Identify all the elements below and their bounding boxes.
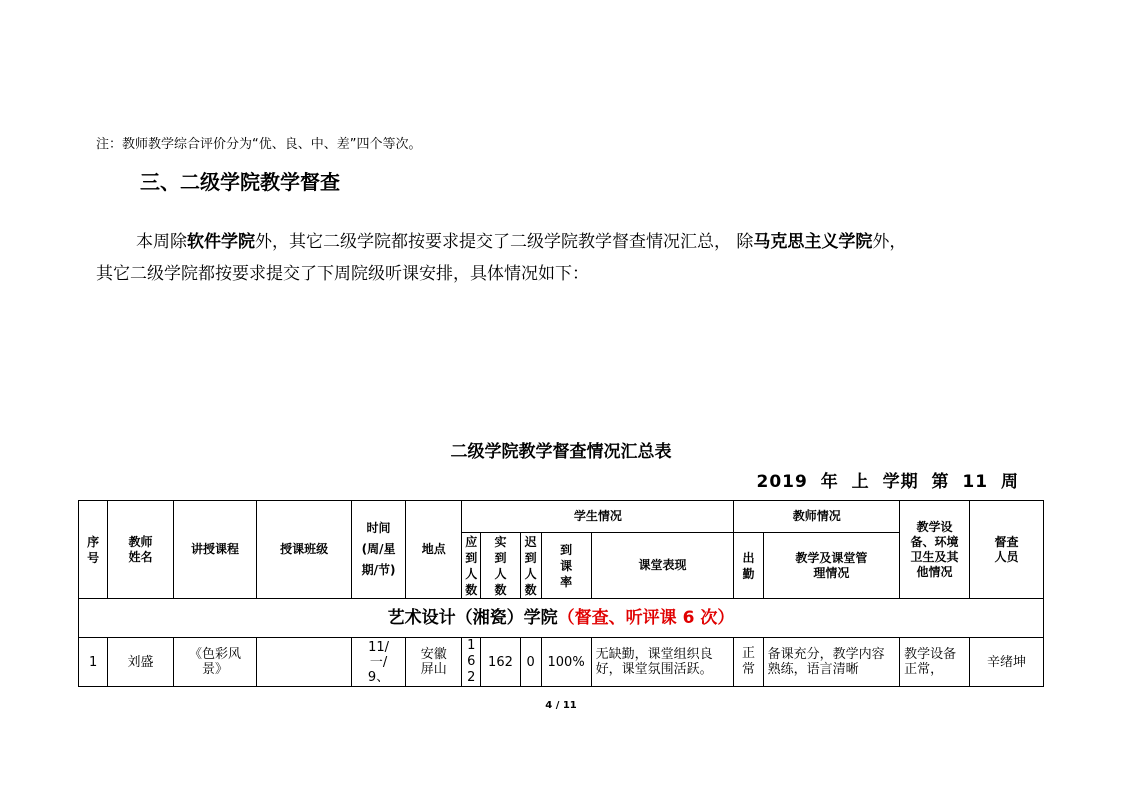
page-number: 4 / 11 xyxy=(545,700,577,711)
intro-paragraph-line2: 其它二级学院都按要求提交了下周院级听课安排，具体情况如下： xyxy=(96,264,589,284)
cell-location: 安徽屏山 xyxy=(406,638,462,687)
header-actual: 实到人数 xyxy=(481,533,521,599)
section-title: 三、二级学院教学督查 xyxy=(140,170,340,194)
cell-late: 0 xyxy=(520,638,541,687)
para-text: 外，其它二级学院都按要求提交了二级学院教学督查情况汇总， 除 xyxy=(255,232,754,252)
header-seq: 序号 xyxy=(79,501,108,599)
cell-performance: 无缺勤，课堂组织良好，课堂氛围活跃。 xyxy=(591,638,734,687)
header-time: 时间(周/星期/节) xyxy=(351,501,405,599)
cell-attendance: 正常 xyxy=(734,638,763,687)
college-row xyxy=(79,599,1044,638)
header-supervisor: 督查人员 xyxy=(969,501,1043,599)
header-expected: 应到人数 xyxy=(462,533,481,599)
header-late: 迟到人数 xyxy=(520,533,541,599)
para-text: 外， xyxy=(872,232,907,252)
cell-supervisor: 辛绪坤 xyxy=(969,638,1043,687)
header-teaching-mgmt: 教学及课堂管理情况 xyxy=(763,533,900,599)
cell-equipment: 教学设备正常， xyxy=(900,638,970,687)
para-highlight-software: 软件学院 xyxy=(187,232,255,252)
header-teacher-group: 教师情况 xyxy=(734,501,900,533)
college-name: 艺术设计（湘瓷）学院 xyxy=(387,607,558,628)
header-equipment: 教学设备、环境卫生及其他情况 xyxy=(900,501,970,599)
para-text: 本周除 xyxy=(136,232,187,252)
para-highlight-marxism: 马克思主义学院 xyxy=(753,232,873,252)
semester-week: 2019 年 上 学期 第 11 周 xyxy=(756,472,1019,492)
evaluation-note: 注：教师教学综合评价分为“优、良、中、差”四个等次。 xyxy=(96,137,422,152)
header-teacher: 教师姓名 xyxy=(108,501,174,599)
college-supervision-count: （督查、听评课 6 次） xyxy=(557,607,735,628)
cell-actual: 162 xyxy=(481,638,521,687)
header-course: 讲授课程 xyxy=(173,501,256,599)
table-row xyxy=(79,638,1044,687)
supervision-summary-table xyxy=(78,500,1044,687)
cell-teacher: 刘盛 xyxy=(108,638,174,687)
header-rate: 到课率 xyxy=(541,533,591,599)
header-attendance: 出勤 xyxy=(734,533,763,599)
header-student-group: 学生情况 xyxy=(462,501,734,533)
header-performance: 课堂表现 xyxy=(591,533,734,599)
cell-teaching-mgmt: 备课充分，教学内容熟练，语言清晰 xyxy=(763,638,900,687)
cell-expected: 162 xyxy=(462,638,481,687)
table-title: 二级学院教学督查情况汇总表 xyxy=(450,442,672,462)
cell-time: 11/一/9、 xyxy=(351,638,405,687)
header-location: 地点 xyxy=(406,501,462,599)
cell-course: 《色彩风景》 xyxy=(173,638,256,687)
cell-rate: 100% xyxy=(541,638,591,687)
intro-paragraph-line1 xyxy=(96,227,1096,252)
header-class: 授课班级 xyxy=(257,501,352,599)
cell-class xyxy=(257,638,352,687)
cell-seq: 1 xyxy=(79,638,108,687)
